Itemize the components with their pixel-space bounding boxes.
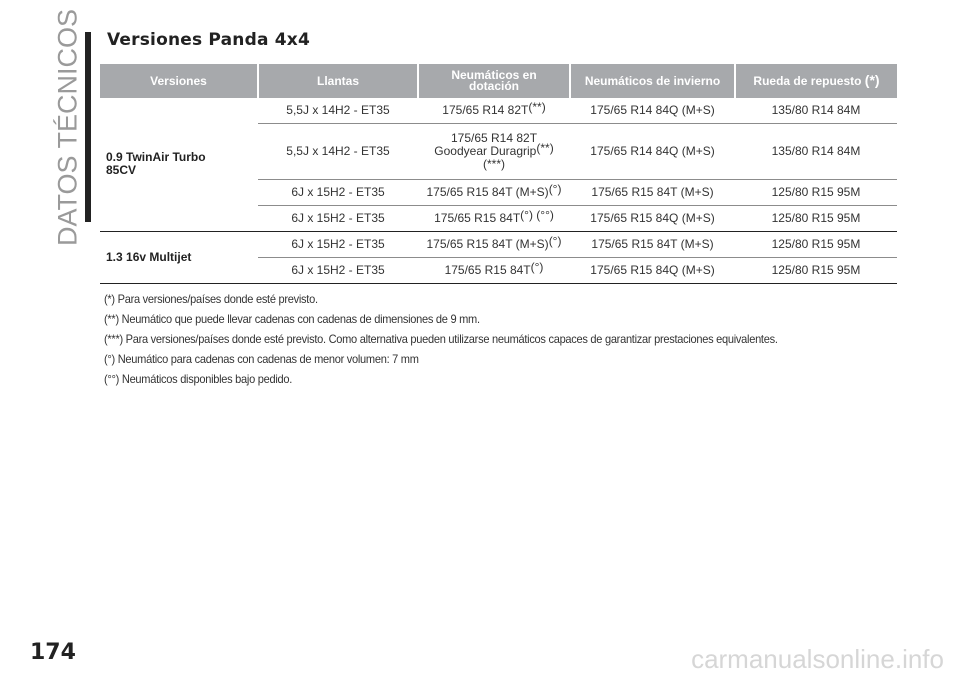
neumatico-value: 175/65 R15 84T — [444, 262, 531, 277]
table-row — [100, 231, 897, 257]
page-title: Versiones Panda 4x4 — [107, 30, 310, 50]
llanta-cell: 6J x 15H2 - ET35 — [258, 231, 418, 257]
repuesto-cell: 125/80 R15 95M — [735, 231, 897, 257]
repuesto-cell: 125/80 R15 95M — [735, 179, 897, 205]
header-neumaticos-line2: dotación — [469, 79, 519, 93]
footnotes — [104, 292, 904, 392]
header-llantas: Llantas — [258, 64, 418, 98]
invierno-cell: 175/65 R14 84Q (M+S) — [570, 123, 735, 179]
llanta-cell: 6J x 15H2 - ET35 — [258, 205, 418, 231]
section-tab-rule — [85, 32, 91, 222]
repuesto-cell: 135/80 R14 84M — [735, 123, 897, 179]
header-invierno: Neumáticos de invierno — [570, 64, 735, 98]
version-name-line1: 1.3 16v Multijet — [106, 249, 192, 264]
version-name-line1: 0.9 TwinAir Turbo — [106, 150, 206, 165]
note-mark: (**) — [536, 140, 554, 155]
neumatico-note: (***) — [482, 156, 505, 171]
llanta-cell: 5,5J x 14H2 - ET35 — [258, 123, 418, 179]
header-repuesto-label: Rueda de repuesto — [753, 74, 862, 88]
neumatico-cell — [418, 257, 570, 283]
neumatico-cell — [418, 205, 570, 231]
neumatico-value: 175/65 R15 84T (M+S) — [426, 236, 549, 251]
neumatico-cell — [418, 98, 570, 123]
table-row — [100, 98, 897, 123]
llanta-cell: 6J x 15H2 - ET35 — [258, 257, 418, 283]
neumatico-value: 175/65 R14 82T — [442, 102, 529, 117]
repuesto-cell: 125/80 R15 95M — [735, 205, 897, 231]
note-mark: (**) — [528, 99, 546, 114]
footnote: (*) Para versiones/países donde esté previsto. — [104, 292, 318, 306]
footnote: (**) Neumático que puede llevar cadenas con cadenas de dimensiones de 9 mm. — [104, 312, 480, 326]
invierno-cell: 175/65 R14 84Q (M+S) — [570, 98, 735, 123]
section-tab-label: DATOS TÉCNICOS — [52, 8, 83, 246]
note-mark: (°) — [530, 259, 544, 274]
note-mark: (°) — [548, 233, 562, 248]
neumatico-value: 175/65 R15 84T (M+S) — [426, 184, 549, 199]
footnote: (°) Neumático para cadenas con cadenas de menor volumen: 7 mm — [104, 352, 419, 366]
tyre-spec-table — [100, 64, 897, 284]
neumatico-cell — [418, 231, 570, 257]
invierno-cell: 175/65 R15 84Q (M+S) — [570, 257, 735, 283]
repuesto-cell: 125/80 R15 95M — [735, 257, 897, 283]
version-cell — [100, 98, 258, 231]
header-neumaticos-line1: Neumáticos en — [451, 68, 537, 82]
header-neumaticos — [418, 64, 570, 98]
neumatico-cell — [418, 123, 570, 179]
header-repuesto-mark: (*) — [864, 72, 880, 88]
invierno-cell: 175/65 R15 84Q (M+S) — [570, 205, 735, 231]
version-cell — [100, 231, 258, 283]
repuesto-cell: 135/80 R14 84M — [735, 98, 897, 123]
header-repuesto — [735, 64, 897, 98]
note-mark: (°°) — [536, 207, 554, 222]
neumatico-cell — [418, 179, 570, 205]
watermark: carmanualsonline.info — [691, 644, 944, 674]
neumatico-value: 175/65 R14 82T — [450, 130, 538, 145]
llanta-cell: 6J x 15H2 - ET35 — [258, 179, 418, 205]
header-versiones: Versiones — [100, 64, 258, 98]
invierno-cell: 175/65 R15 84T (M+S) — [570, 179, 735, 205]
footnote: (***) Para versiones/países donde esté previsto. Como alternativa pueden utilizarse neumáticos capaces de garantizar prestaciones equivalentes. — [104, 332, 778, 346]
table-header-row — [100, 64, 897, 98]
llanta-cell: 5,5J x 14H2 - ET35 — [258, 98, 418, 123]
neumatico-value: 175/65 R15 84T — [434, 210, 521, 225]
note-mark: (°) — [548, 181, 562, 196]
neumatico-brand: Goodyear Duragrip — [434, 143, 537, 158]
version-name-line2: 85CV — [106, 163, 137, 178]
note-mark: (°) — [520, 207, 533, 222]
footnote: (°°) Neumáticos disponibles bajo pedido. — [104, 372, 293, 386]
section-side-tab — [52, 8, 93, 246]
invierno-cell: 175/65 R15 84T (M+S) — [570, 231, 735, 257]
page-number: 174 — [30, 640, 76, 665]
